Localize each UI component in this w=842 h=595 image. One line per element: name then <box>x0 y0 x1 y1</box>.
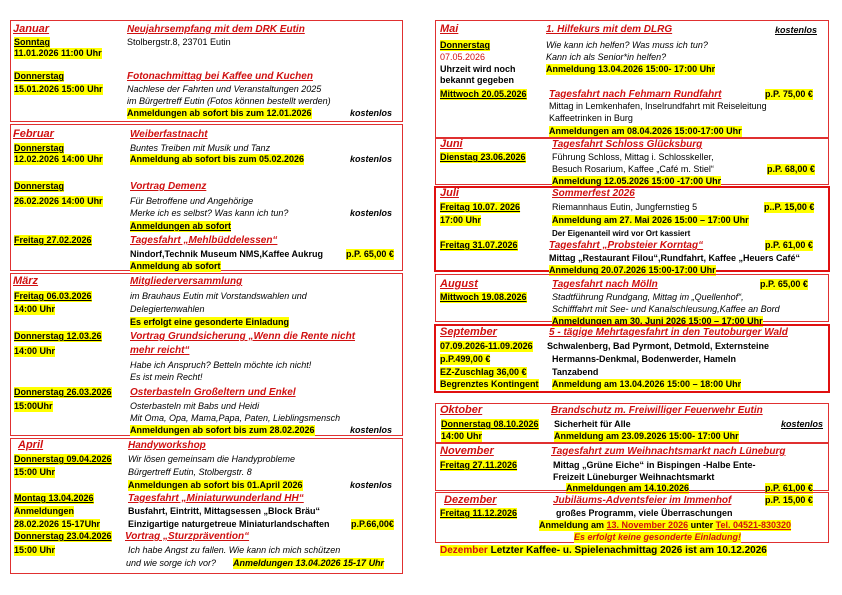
event-registration: Anmeldung am 27. Mai 2026 15:00 – 17:00 Uhr <box>552 215 749 225</box>
event-date: 07.05.2026 <box>440 52 486 62</box>
event-price: p.P. 61,00 € <box>765 240 813 250</box>
event-place: Stolbergstr.8, 23701 Eutin <box>127 37 231 47</box>
event-text: Mittag „Grüne Eiche“ in Bispingen -Halbe Ente- <box>553 460 756 470</box>
event-registration: Anmeldungen ab sofort bis zum 28.02.2026 <box>130 425 315 435</box>
event-registration: Anmeldung 12.05.2026 15:00 -17:00 Uhr <box>552 176 722 186</box>
event-registration: Anmeldungen ab sofort <box>130 221 231 231</box>
event-day: Donnerstag <box>14 143 65 153</box>
event-text: Wir lösen gemeinsam die Handyprobleme <box>128 454 295 464</box>
event-surcharge: EZ-Zuschlag 36,00 € <box>440 367 527 377</box>
event-daydate: Dienstag 23.06.2026 <box>440 152 526 162</box>
event-daydate: Donnerstag 12.03.26 <box>14 331 102 341</box>
event-title: Tagesfahrt „Miniaturwunderland HH“ <box>128 493 304 504</box>
event-time: 14:00 Uhr <box>14 346 56 356</box>
event-date: 26.02.2026 14:00 Uhr <box>14 196 103 206</box>
event-title: Tagesfahrt „Mehlbüddelessen“ <box>130 235 278 246</box>
event-price: p..P. 15,00 € <box>764 202 815 212</box>
event-text: Stadtführung Rundgang, Mittag im „Quellenhof“, <box>552 292 744 302</box>
event-text: Mittag in Lemkenhafen, Inselrundfahrt mit Reiseleitung <box>549 101 767 111</box>
event-title: Vortrag „Sturzprävention“ <box>125 531 250 542</box>
event-title: 1. Hilfekurs mit dem DLRG <box>546 24 673 35</box>
event-registration <box>539 520 791 531</box>
event-text: Ich habe Angst zu fallen. Wie kann ich mich schützen <box>128 545 341 555</box>
event-title: Fotonachmittag bei Kaffee und Kuchen <box>127 71 313 82</box>
event-registration: Anmeldung am 13.04.2026 15:00 – 18:00 Uhr <box>552 379 742 389</box>
event-day: Sonntag <box>14 37 50 47</box>
month-april: April <box>18 439 44 451</box>
event-text: Es ist mein Recht! <box>130 372 203 382</box>
event-registration: Anmeldung 20.07.2026 15:00-17:00 Uhr <box>549 265 716 275</box>
event-text: Für Betroffene und Angehörige <box>130 196 254 206</box>
event-date: 11.01.2026 11:00 Uhr <box>14 48 102 58</box>
event-title: Sommerfest 2026 <box>552 188 635 199</box>
event-text: Einzigartige naturgetreue Miniaturlandschaften <box>128 519 330 529</box>
registration-text: Anmeldung am <box>539 520 605 530</box>
event-text: Habe ich Anspruch? Betteln möchte ich nicht! <box>130 360 312 370</box>
event-title: Weiberfastnacht <box>130 129 208 140</box>
event-registration: Anmeldungen ab sofort bis 01.April 2026 <box>128 480 303 490</box>
month-november: November <box>440 445 494 457</box>
event-text: Mit Oma, Opa, Mama,Papa, Paten, Lieblingsmensch <box>130 413 341 423</box>
event-title: Handyworkshop <box>128 440 206 451</box>
free-label: kostenlos <box>350 208 393 218</box>
event-text: Nindorf,Technik Museum NMS,Kaffee Aukrug <box>130 249 324 259</box>
event-title: Tagesfahrt zum Weihnachtsmarkt nach Lüneburg <box>551 446 786 457</box>
event-registration: Anmeldungen am 14.10.2026 <box>566 483 690 493</box>
final-text: Letzter Kaffee- u. Spielenachmittag 2026 ist am 10.12.2026 <box>490 545 767 556</box>
event-daydate: Freitag 27.02.2026 <box>14 235 92 245</box>
event-registration: Anmeldung ab sofort <box>130 261 221 271</box>
month-may: Mai <box>440 23 459 35</box>
event-text: Osterbasteln mit Babs und Heidi <box>130 401 260 411</box>
event-daydate: Donnerstag 23.04.2026 <box>14 531 112 541</box>
event-time: Uhrzeit wird noch <box>440 64 516 74</box>
event-title: Tagesfahrt Schloss Glücksburg <box>552 139 703 150</box>
event-text: Schwalenberg, Bad Pyrmont, Detmold, Externsteine <box>547 341 770 351</box>
month-september: September <box>440 326 497 338</box>
event-daydate: Freitag 27.11.2026 <box>440 460 518 470</box>
month-july: Juli <box>440 187 459 199</box>
event-time: 14:00 Uhr <box>14 304 56 314</box>
event-daydate: Freitag 10.07. 2026 <box>440 202 521 212</box>
event-text: Besuch Rosarium, Kaffee „Café m. Stiel“ <box>552 164 714 174</box>
event-dates: 07.09.2026-11.09.2026 <box>440 341 533 351</box>
event-time: 15:00 Uhr <box>14 467 56 477</box>
month-january: Januar <box>13 23 50 35</box>
event-title: Tagesfahrt nach Mölln <box>552 279 658 290</box>
event-text: Wie kann ich helfen? Was muss ich tun? <box>546 40 708 50</box>
event-note: Es erfolgt keine gesonderte Einladung! <box>574 532 742 542</box>
event-day: Donnerstag <box>14 181 65 191</box>
event-title: Mitgliederversammlung <box>130 276 243 287</box>
event-title: Brandschutz m. Freiwilliger Feuerwehr Eutin <box>551 405 763 416</box>
event-registration: Anmeldungen 13.04.2026 15-17 Uhr <box>233 558 385 568</box>
event-registration: Anmeldung 13.04.2026 15:00- 17:00 Uhr <box>546 64 716 74</box>
event-text: Nachlese der Fahrten und Veranstaltungen 2025 <box>127 84 322 94</box>
event-price: p.P.66,00€ <box>351 519 394 529</box>
month-october: Oktober <box>440 404 483 416</box>
event-text: Führung Schloss, Mittag i. Schlosskeller, <box>552 152 714 162</box>
event-text: Kann ich als Senior*in helfen? <box>546 52 667 62</box>
event-title: Neujahrsempfang mit dem DRK Eutin <box>127 24 305 35</box>
event-price: p.P. 61,00 € <box>765 483 813 493</box>
event-text: im Bürgertreff Eutin (Fotos können bestellt werden) <box>127 96 331 106</box>
event-price: p.P. 65,00 € <box>760 279 808 289</box>
event-text: Buntes Treiben mit Musik und Tanz <box>130 143 271 153</box>
free-label: kostenlos <box>350 154 393 164</box>
free-label: kostenlos <box>350 108 393 118</box>
event-title: Vortrag Demenz <box>130 181 207 192</box>
month-february: Februar <box>13 128 54 140</box>
event-text: Merke ich es selbst? Was kann ich tun? <box>130 208 289 218</box>
free-label: kostenlos <box>350 425 393 435</box>
event-title: Tagesfahrt nach Fehmarn Rundfahrt <box>549 89 722 100</box>
event-time: 17:00 Uhr <box>440 215 482 225</box>
event-daydate: Freitag 31.07.2026 <box>440 240 518 250</box>
event-text: Riemannhaus Eutin, Jungfernstieg 5 <box>552 202 698 212</box>
event-daydate: Freitag 06.03.2026 <box>14 291 92 301</box>
event-text: großes Programm, viele Überraschungen <box>556 508 733 518</box>
event-time: 15:00 Uhr <box>14 545 56 555</box>
event-text: Delegiertenwahlen <box>130 304 205 314</box>
registration-text: unter <box>690 520 714 530</box>
event-registration: Anmeldungen <box>14 506 74 516</box>
event-price: p.P. 68,00 € <box>767 164 815 174</box>
event-limit: Begrenztes Kontingent <box>440 379 539 389</box>
registration-date: 13. November 2026 <box>606 520 689 530</box>
event-daydate: Donnerstag 08.10.2026 <box>441 419 539 429</box>
event-date: 28.02.2026 15-17Uhr <box>14 519 101 529</box>
event-text: Sicherheit für Alle <box>554 419 631 429</box>
event-date: 15.01.2026 15:00 Uhr <box>14 84 103 94</box>
event-price: p.P. 15,00 € <box>765 495 813 505</box>
free-label: kostenlos <box>350 480 393 490</box>
event-title: Jubiläums-Adventsfeier im Immenhof <box>553 495 732 506</box>
event-daydate: Montag 13.04.2026 <box>14 493 94 503</box>
event-day: Donnerstag <box>14 71 65 81</box>
month-june: Juni <box>440 138 463 150</box>
event-registration: Anmeldung am 23.09.2026 15:00- 17:00 Uhr <box>554 431 739 441</box>
event-price: p.P. 65,00 € <box>346 249 394 259</box>
event-daydate: Donnerstag 26.03.2026 <box>14 387 112 397</box>
event-text: und wie sorge ich vor? <box>126 558 217 568</box>
phone-number: Tel. 04521-830320 <box>715 520 792 530</box>
event-price: p.P. 75,00 € <box>765 89 813 99</box>
event-title: 5 - tägige Mehrtagesfahrt in den Teutoburger Wald <box>549 327 788 338</box>
event-title: Vortrag Grundsicherung „Wenn die Rente nicht <box>130 331 356 342</box>
event-daydate: Mittwoch 20.05.2026 <box>440 89 527 99</box>
event-text: Freizeit Lüneburger Weihnachtsmarkt <box>553 472 715 482</box>
month-august: August <box>440 278 478 290</box>
final-notice <box>440 545 767 556</box>
event-registration: Es erfolgt eine gesonderte Einladung <box>130 317 290 327</box>
event-date: 12.02.2026 14:00 Uhr <box>14 154 103 164</box>
event-text: Schifffahrt mit See- und Kanalschleusung,Kaffee an Bord <box>552 304 780 314</box>
event-registration: Anmeldungen am 08.04.2026 15:00-17:00 Uhr <box>549 126 742 136</box>
event-price: p.P.499,00 € <box>440 354 491 364</box>
event-day: Donnerstag <box>440 40 491 50</box>
event-text: Kaffeetrinken in Burg <box>549 113 633 123</box>
event-title: mehr reicht“ <box>130 345 190 356</box>
event-time: bekannt gegeben <box>440 75 515 85</box>
event-registration: Anmeldungen am 30. Juni 2026 15:00 – 17:00 Uhr <box>552 316 763 326</box>
event-daydate: Freitag 11.12.2026 <box>440 508 518 518</box>
event-time: 14:00 Uhr <box>441 431 483 441</box>
event-registration: Anmeldung ab sofort bis zum 05.02.2026 <box>130 154 305 164</box>
month-december: Dezember <box>444 494 497 506</box>
event-time: 15:00Uhr <box>14 401 53 411</box>
final-month: Dezember <box>440 545 488 556</box>
event-daydate: Donnerstag 09.04.2026 <box>14 454 112 464</box>
free-label: kostenlos <box>775 25 818 35</box>
event-text: Hermanns-Denkmal, Bodenwerder, Hameln <box>552 354 737 364</box>
event-title: Tagesfahrt „Probsteier Korntag“ <box>549 240 704 251</box>
event-text: im Brauhaus Eutin mit Vorstandswahlen und <box>130 291 307 301</box>
event-text: Busfahrt, Eintritt, Mittagsessen „Block Bräu“ <box>128 506 321 516</box>
event-title: Osterbasteln Großeltern und Enkel <box>130 387 296 398</box>
event-note: Der Eigenanteil wird vor Ort kassiert <box>552 229 691 238</box>
event-text: Mittag „Restaurant Filou“,Rundfahrt, Kaffee „Heuers Café“ <box>549 253 801 263</box>
free-label: kostenlos <box>781 419 824 429</box>
month-march: März <box>13 275 39 287</box>
event-text: Tanzabend <box>552 367 599 377</box>
event-text: Bürgertreff Eutin, Stolbergstr. 8 <box>128 467 252 477</box>
event-registration: Anmeldungen ab sofort bis zum 12.01.2026 <box>127 108 312 118</box>
event-daydate: Mittwoch 19.08.2026 <box>440 292 527 302</box>
